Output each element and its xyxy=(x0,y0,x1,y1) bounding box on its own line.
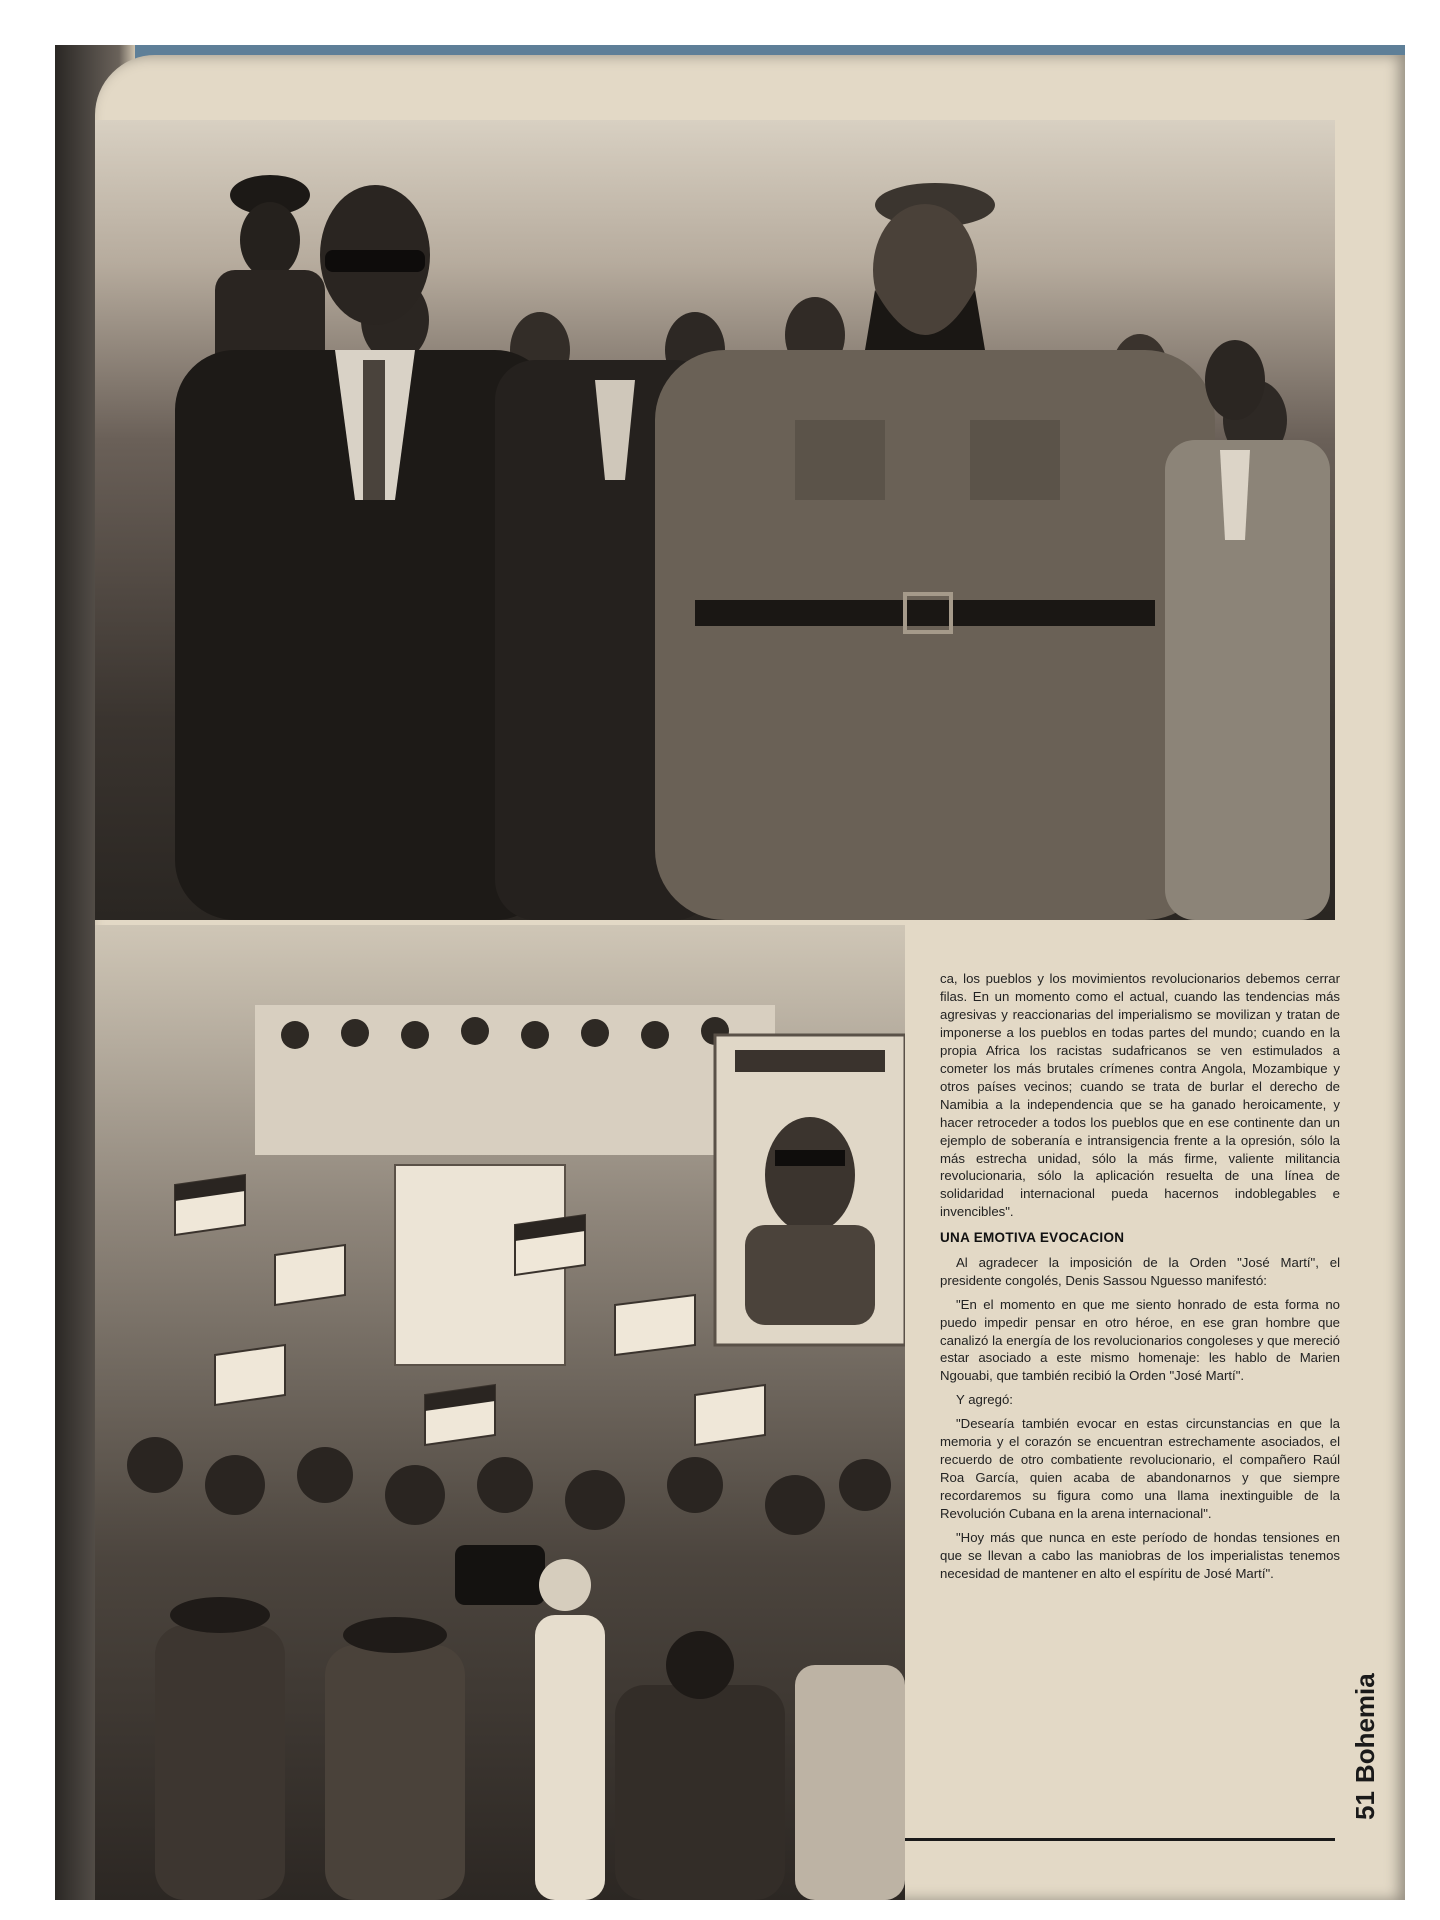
article-column xyxy=(940,970,1340,1589)
photo-crowd-with-flags-icon xyxy=(95,925,905,1900)
bottom-photo xyxy=(95,925,905,1900)
section-heading: UNA EMOTIVA EVOCACION xyxy=(940,1230,1125,1246)
page-number: 51 xyxy=(1350,1791,1380,1820)
article-paragraph: Al agradecer la imposición de la Orden "José Martí", el presidente congolés, Denis Sassou Nguesso manifestó: xyxy=(940,1254,1340,1288)
bottom-rule xyxy=(905,1838,1335,1841)
article-paragraph: Y agregó: xyxy=(956,1392,1013,1408)
article-paragraph: ca, los pueblos y los movimientos revolucionarios debemos cerrar filas. En un momento como el actual, cuando las tendencias más agresivas y reaccionarias del imperialismo se movilizan y tratan de imponerse a los pueblos en todas partes del mundo; cuando en la propia Africa los racistas sudafricanos se ven estimulados a cometer los más brutales crímenes contra Angola, Mozambique y otros países vecinos; cuando se trata de burlar el derecho de Namibia a la independencia que se ha ganado heroicamente, y hacer retroceder a todos los pueblos que en ese continente dan un ejemplo de soberanía e intransigencia frente a la opresión, sólo la más estrecha unidad, sólo la más firme, valiente militancia revolucionaria, sólo la aplicación resuelta de una línea de solidaridad internacional pueda hacernos indoblegables e invencibles". xyxy=(940,971,1340,1220)
article-paragraph: "En el momento en que me siento honrado de esta forma no puedo impedir pensar en otro héroe, en ese gran hombre que canalizó la energía de los revolucionarios congoleses y que mereció estar asociado a este mismo homenaje: les hablo de Marien Ngouabi, que también recibió la Orden "José Martí". xyxy=(940,1296,1340,1384)
article-paragraph: "Hoy más que nunca en este período de hondas tensiones en que se llevan a cabo las maniobras de los imperialistas tenemos necesidad de mantener en alto el espíritu de José Martí". xyxy=(940,1530,1340,1581)
magazine-name: Bohemia xyxy=(1350,1673,1380,1784)
page-folio xyxy=(1350,1673,1381,1820)
top-photo xyxy=(95,120,1335,920)
article-paragraph: "Desearía también evocar en estas circunstancias en que la memoria y el corazón se encuentran estrechamente asociados, el recuerdo de otro combatiente revolucionario, el compañero Raúl Roa García, quien acaba de abandonarnos y que siempre recordaremos su figura como una llama inextinguible de la Revolución Cubana en la arena internacional". xyxy=(940,1416,1340,1522)
photo-leaders-walking-icon xyxy=(95,120,1335,920)
